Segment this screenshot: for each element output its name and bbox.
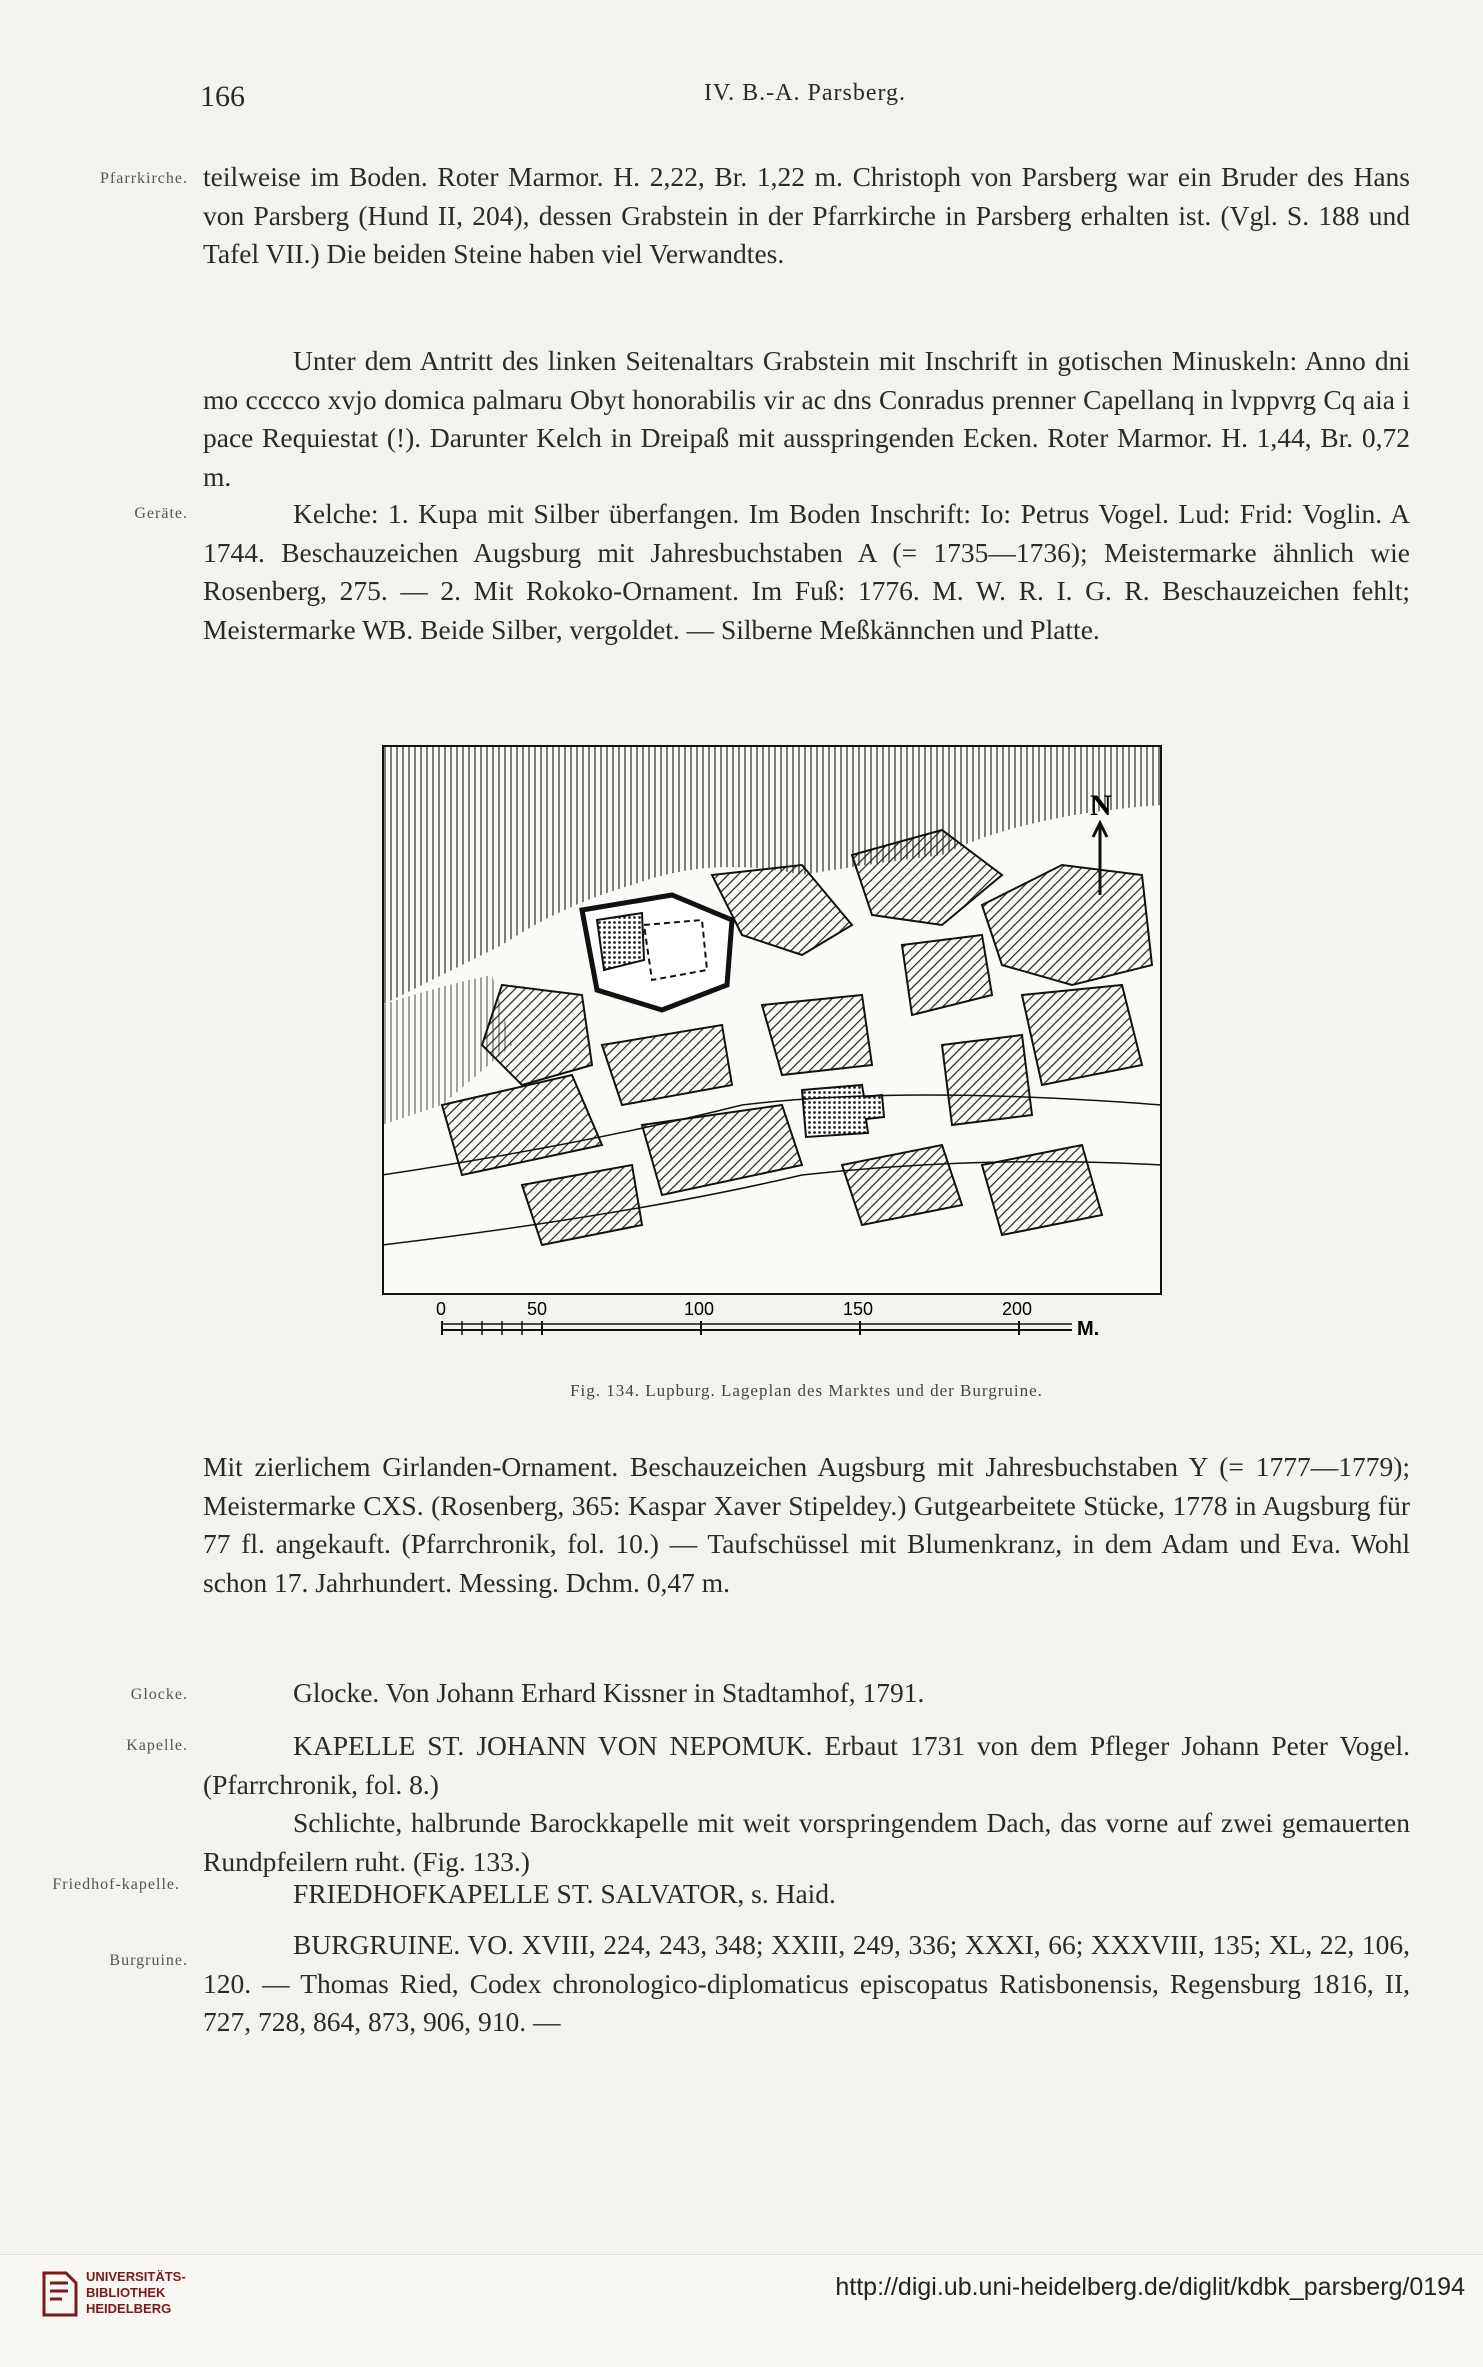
paragraph-friedhofkapelle: FRIEDHOFKAPELLE ST. SALVATOR, s. Haid. [293,1878,836,1909]
page-number: 166 [200,80,245,113]
logo-line-2: BIBLIOTHEK [86,2285,166,2300]
paragraph-burgruine: BURGRUINE. VO. XVIII, 224, 243, 348; XXIII, 249, 336; XXXI, 66; XXXVIII, 135; XL, 22, 106, 120. — Thomas Ried, Codex chronologico-diplomaticus episcopatus Ratisbonensis, Regensburg 1816, II, 727, 728, 864, 873, 906, 910. — [203,1929,1410,2037]
paragraph-girlanden: Mit zierlichem Girlanden-Ornament. Beschauzeichen Augsburg mit Jahresbuchstaben Y (= 1777—1779); Meistermarke CXS. (Rosenberg, 365: Kaspar Xaver Stipeldey.) Gutgearbeitete Stücke, 1778 in Augsburg für 77 fl. angekauft. (Pfarrchronik, fol. 10.) — Taufschüssel mit Blumenkranz, in dem Adam und Eva. Wohl schon 17. Jahrhundert. Messing. Dchm. 0,47 m. [203,1451,1410,1598]
page-header [200,80,1410,120]
footer-bar [0,2254,1483,2367]
logo-line-3: HEIDELBERG [86,2301,172,2316]
scale-tick-200: 200 [1002,1299,1033,1319]
margin-note-friedhofkapelle: Friedhof-kapelle. [52,1876,180,1893]
scale-unit: M. [1077,1318,1100,1335]
margin-note-burgruine: Burgruine. [109,1952,188,1969]
paragraph-glocke: Glocke. Von Johann Erhard Kissner in Stadtamhof, 1791. [293,1677,925,1708]
figure-caption: Fig. 134. Lupburg. Lageplan des Marktes und der Burgruine. [570,1381,1043,1400]
paragraph-barockkapelle: Schlichte, halbrunde Barockkapelle mit weit vorspringendem Dach, das vorne auf zwei gemauerten Rundpfeilern ruht. (Fig. 133.) [203,1807,1410,1877]
running-title: IV. B.-A. Parsberg. [703,80,907,106]
library-logo-text [86,2269,186,2317]
scale-tick-50: 50 [527,1299,548,1319]
paragraph-kelche: Kelche: 1. Kupa mit Silber überfangen. Im Boden Inschrift: Io: Petrus Vogel. Lud: Frid: Voglin. A 1744. Beschauzeichen Augsburg mit Jahresbuchstaben A (= 1735—1736); Meistermarke ähnlich wie Rosenberg, 275. — 2. Mit Rokoko-Ornament. Im Fuß: 1776. M. W. R. I. G. R. Beschauzeichen fehlt; Meistermarke WB. Beide Silber, vergoldet. — Silberne Meßkännchen und Platte. [203,498,1410,645]
paragraph-grabstein-inschrift: Unter dem Antritt des linken Seitenaltars Grabstein mit Inschrift in gotischen Minuskeln: Anno dni mo ccccco xvjo domica palmaru Obyt honorabilis vir ac dns Conradus prenner Capellanq in lvppvrg Cq aia i pace Requiestat (!). Darunter Kelch in Dreipaß mit ausspringenden Ecken. Roter Marmor. H. 1,44, Br. 0,72 m. [203,345,1410,492]
margin-note-pfarrkirche: Pfarrkirche. [100,170,188,187]
scale-tick-150: 150 [843,1299,874,1319]
site-plan-figure [382,745,1162,1335]
permalink-url[interactable]: http://digi.ub.uni-heidelberg.de/diglit/kdbk_parsberg/0194 [835,2273,1465,2301]
scale-tick-100: 100 [684,1299,715,1319]
paragraph-grabstein-christoph: teilweise im Boden. Roter Marmor. H. 2,22, Br. 1,22 m. Christoph von Parsberg war ein Bruder des Hans von Parsberg (Hund II, 204), dessen Grabstein in der Pfarrkirche in Parsberg erhalten ist. (Vgl. S. 188 und Tafel VII.) Die beiden Steine haben viel Verwandtes. [203,161,1410,269]
margin-note-geraete: Geräte. [134,505,188,522]
university-library-logo-icon [40,2269,80,2319]
logo-line-1: UNIVERSITÄTS- [86,2269,186,2284]
scale-tick-0: 0 [436,1299,447,1319]
paragraph-kapelle-nepomuk: KAPELLE ST. JOHANN VON NEPOMUK. Erbaut 1731 von dem Pfleger Johann Peter Vogel. (Pfarrchronik, fol. 8.) [203,1730,1410,1800]
north-label: N [1090,789,1112,822]
margin-note-kapelle: Kapelle. [126,1737,188,1754]
margin-note-glocke: Glocke. [130,1686,188,1703]
